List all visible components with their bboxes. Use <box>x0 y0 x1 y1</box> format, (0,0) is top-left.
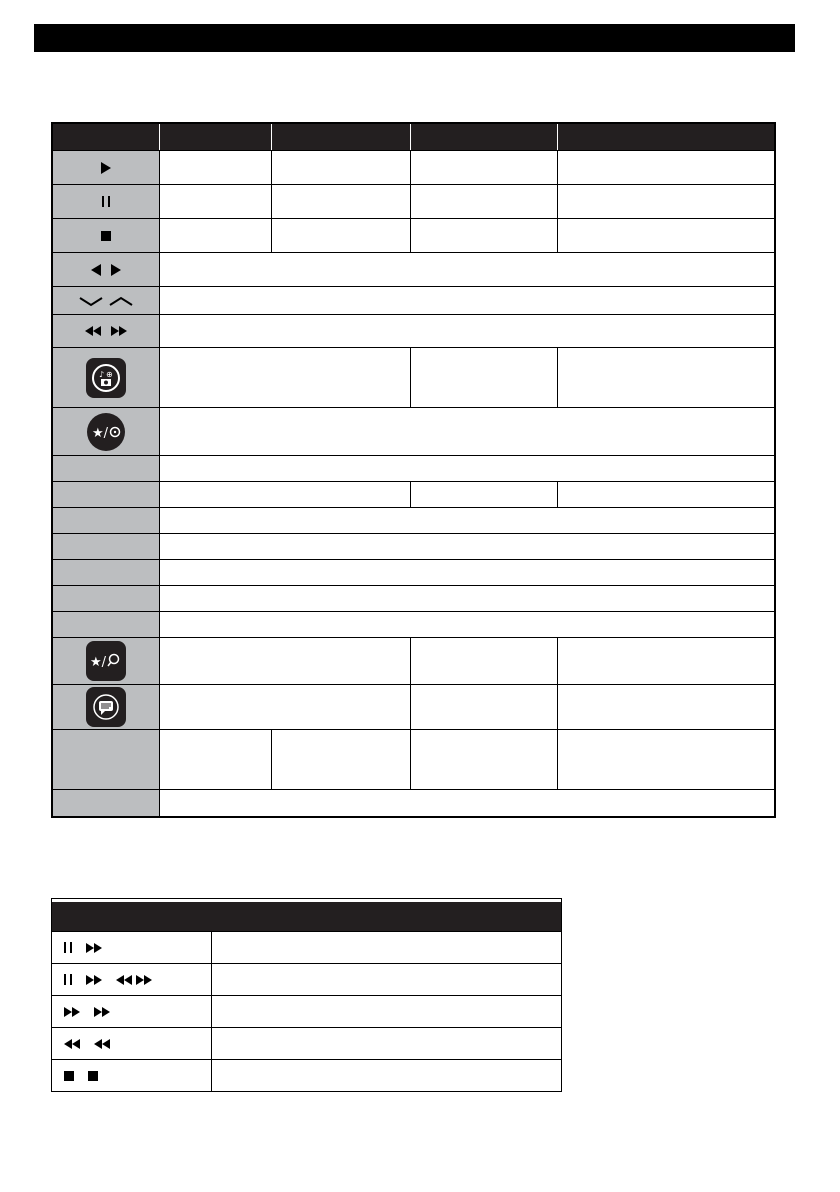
table-cell <box>212 1060 561 1091</box>
table-cell <box>160 219 272 252</box>
table-row <box>52 1059 561 1091</box>
table-cell <box>558 219 774 252</box>
fast-forward-icon <box>86 943 102 953</box>
fast-forward-icon <box>64 1007 80 1017</box>
fast-forward-icon <box>111 326 127 336</box>
table-cell <box>272 219 411 252</box>
table-row <box>53 638 774 685</box>
key-cell <box>52 964 212 995</box>
table-cell <box>558 151 774 184</box>
key-cell <box>53 534 160 559</box>
table-row <box>53 482 774 508</box>
fast-forward-icon <box>94 1007 110 1017</box>
table-cell <box>160 408 774 455</box>
trick-mode-table <box>51 898 562 1092</box>
table-row <box>52 963 561 995</box>
key-cell <box>53 287 160 314</box>
svg-text:♪: ♪ <box>99 369 105 379</box>
key-cell <box>52 1028 212 1059</box>
star-disc-icon <box>87 413 125 451</box>
key-cell <box>53 456 160 481</box>
pause-icon <box>64 942 72 953</box>
table-row <box>53 508 774 534</box>
table-row <box>53 348 774 408</box>
table-cell <box>411 348 558 407</box>
key-cell <box>53 586 160 611</box>
table-cell <box>558 348 774 407</box>
media-browser-icon <box>86 358 126 398</box>
left-arrow-icon <box>91 264 101 276</box>
table-cell <box>558 730 774 789</box>
table-cell <box>411 219 558 252</box>
star-search-icon <box>86 641 126 681</box>
header-cell-1 <box>160 124 272 150</box>
table-row <box>53 456 774 482</box>
table-cell <box>160 560 774 585</box>
table-cell <box>411 185 558 218</box>
table-cell <box>272 151 411 184</box>
table-cell <box>558 185 774 218</box>
table-cell <box>160 534 774 559</box>
key-cell <box>52 996 212 1027</box>
table-cell <box>558 685 774 729</box>
table-cell <box>160 612 774 637</box>
table-cell <box>411 638 558 684</box>
key-cell <box>53 560 160 585</box>
rewind-icon <box>116 975 132 985</box>
table-cell <box>160 185 272 218</box>
table-row <box>53 560 774 586</box>
header-cell-key <box>53 124 160 150</box>
table-row <box>53 253 774 287</box>
key-cell <box>53 482 160 507</box>
table-cell <box>160 638 411 684</box>
table-cell <box>212 932 561 963</box>
key-cell <box>53 730 160 789</box>
table-cell <box>212 964 561 995</box>
table-row <box>53 151 774 185</box>
table-cell <box>160 287 774 314</box>
stop-icon <box>64 1071 74 1081</box>
table-row <box>53 219 774 253</box>
table-row <box>53 612 774 638</box>
remote-key-table <box>51 122 776 818</box>
table-cell <box>160 482 411 507</box>
table-header-row <box>53 124 774 151</box>
svg-text:⊕: ⊕ <box>106 369 113 379</box>
table-row <box>53 586 774 612</box>
down-up-chevron-icons <box>76 293 136 309</box>
table-row <box>52 1027 561 1059</box>
table-cell <box>558 482 774 507</box>
table-cell <box>160 790 774 816</box>
key-cell <box>53 151 160 184</box>
table-row <box>53 408 774 456</box>
key-cell <box>53 612 160 637</box>
header-cell-4 <box>558 124 774 150</box>
table-cell <box>212 1028 561 1059</box>
key-cell <box>53 408 160 455</box>
section-title <box>34 30 44 46</box>
key-cell <box>52 1060 212 1091</box>
pause-icon <box>64 974 72 985</box>
key-cell <box>53 685 160 729</box>
table-cell <box>160 253 774 286</box>
key-cell <box>53 790 160 816</box>
table-cell <box>272 185 411 218</box>
table-cell <box>411 730 558 789</box>
key-cell <box>53 185 160 218</box>
header-cell-2 <box>272 124 411 150</box>
table-cell <box>212 996 561 1027</box>
rewind-icon <box>85 326 101 336</box>
table-row <box>52 995 561 1027</box>
table-cell <box>160 456 774 481</box>
table-cell <box>160 586 774 611</box>
play-icon <box>101 162 111 174</box>
table-row <box>52 931 561 963</box>
key-cell <box>53 348 160 407</box>
right-arrow-icon <box>111 264 121 276</box>
key-cell <box>53 219 160 252</box>
section-header-bar <box>34 24 795 52</box>
table-row <box>53 287 774 315</box>
table-cell <box>558 638 774 684</box>
table-row <box>53 790 774 816</box>
table-cell <box>272 730 411 789</box>
table-cell <box>160 685 411 729</box>
key-cell <box>53 508 160 533</box>
header-cell-3 <box>411 124 558 150</box>
table-row <box>53 315 774 348</box>
subtitle-icon <box>86 687 126 727</box>
table-cell <box>160 151 272 184</box>
table-cell <box>160 315 774 347</box>
table-row <box>53 185 774 219</box>
key-cell <box>53 253 160 286</box>
pause-icon <box>102 196 110 207</box>
svg-text:★/: ★/ <box>90 655 107 670</box>
table-cell <box>411 151 558 184</box>
svg-text:★/: ★/ <box>92 425 109 441</box>
table-header-row <box>52 899 561 931</box>
table-cell <box>411 685 558 729</box>
fast-forward-icon <box>86 975 102 985</box>
table-row <box>53 534 774 560</box>
table-cell <box>160 730 272 789</box>
stop-icon <box>101 231 111 241</box>
table-row <box>53 685 774 730</box>
key-cell <box>53 315 160 347</box>
table-cell <box>160 508 774 533</box>
fast-forward-icon <box>136 975 152 985</box>
key-cell <box>52 932 212 963</box>
rewind-icon <box>64 1039 80 1049</box>
stop-icon <box>88 1071 98 1081</box>
table-cell <box>411 482 558 507</box>
rewind-icon <box>94 1039 110 1049</box>
key-cell <box>53 638 160 684</box>
table-cell <box>160 348 411 407</box>
table-row <box>53 730 774 790</box>
